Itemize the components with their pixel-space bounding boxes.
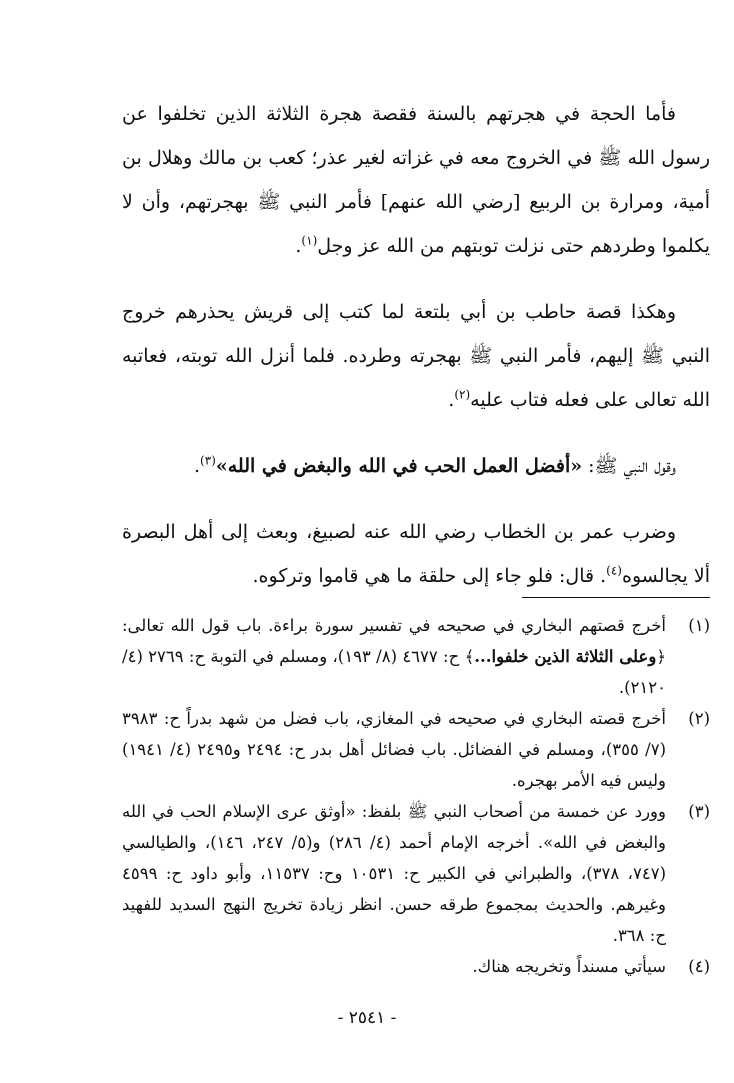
footnote-number: (٣): [688, 802, 710, 821]
footnote-number: (٤): [688, 957, 710, 976]
footnote-text-pre: أخرج قصتهم البخاري في صحيحه في تفسير سورة براءة. باب قول الله تعالى: ﴿: [122, 616, 666, 666]
paragraph-text: وهكذا قصة حاطب بن أبي بلتعة لما كتب إلى قريش يحذرهم خروج النبي ﷺ إليهم، فأمر النبي ﷺ بهجرته وطرده. فلما أنزل الله توبته، فعاتبه الله تعالى على فعله فتاب عليه: [122, 301, 710, 411]
footnote-text: أخرج قصته البخاري في صحيحه في المغازي، باب فضل من شهد بدراً ح: ٣٩٨٣ (٧/ ٣٥٥)، ومسلم في الفضائل. باب فضائل أهل بدر ح: ٢٤٩٤ و٢٤٩٥ (٤/ ١٩٤١) وليس فيه الأمر بهجره.: [122, 709, 666, 790]
footnote-text: وورد عن خمسة من أصحاب النبي ﷺ بلفظ: «أوثق عرى الإسلام الحب في الله والبغض في الله». أخرجه الإمام أحمد (٤/ ٢٨٦) و(٥/ ٢٤٧، ١٤٦)، والطيالسي (٧٤٧، ٣٧٨)، والطبراني في الكبير ح: ١٠٥٣١ وح: ١١٥٣٧، وأبو داود ح: ٤٥٩٩ وغيرهم. والحديث بمجموع طرقه حسن. انظر زيادة تخريج النهج السديد للفهيد ح: ٣٦٨.: [122, 802, 667, 945]
paragraph-end: .: [295, 235, 302, 257]
footnotes: [122, 610, 710, 982]
paragraph-text: فأما الحجة في هجرتهم بالسنة فقصة هجرة الثلاثة الذين تخلفوا عن رسول الله ﷺ في الخروج معه في غزاته لغير عذر؛ كعب بن مالك وهلال بن أمية، ومرارة بن الربيع [رضي الله عنهم] فأمر النبي ﷺ بهجرتهم، وأن لا يكلموا وطردهم حتى نزلت توبتهم من الله عز وجل: [122, 103, 710, 257]
paragraph-hatib: [122, 290, 710, 422]
paragraph-hadith: [122, 444, 710, 488]
paragraph-end: .: [448, 389, 455, 411]
paragraph-umar: [122, 510, 710, 598]
footnote-2: [122, 703, 710, 796]
paragraph-intro: وقول النبي ﷺ:: [582, 455, 676, 477]
paragraph-end: .: [194, 455, 201, 477]
paragraph-text: وضرب عمر بن الخطاب رضي الله عنه لصبيغ، وبعث إلى أهل البصرة ألا يجالسوه: [122, 521, 710, 587]
footnote-ref-2: (٢): [454, 387, 471, 402]
paragraph-hijra: [122, 92, 710, 268]
footnote-ref-1: (١): [301, 233, 318, 248]
main-text: [122, 92, 710, 620]
hadith-quote: «أفضل العمل الحب في الله والبغض في الله»: [215, 455, 583, 477]
footnote-3: [122, 796, 710, 951]
footnote-4: [122, 951, 710, 982]
page-number: - ٢٥٤١ -: [337, 1008, 397, 1028]
footnote-text: سيأتي مسنداً وتخريجه هناك.: [472, 957, 666, 976]
footnote-number: (٢): [688, 709, 710, 728]
footnote-text-post: ﴾ ح: ٤٦٧٧ (٨/ ١٩٣)، ومسلم في التوبة ح: ٢٧٦٩ (٤/ ٢١٢٠).: [122, 647, 666, 697]
footnote-text: [122, 610, 666, 703]
footnote-ref-3: (٣): [200, 453, 216, 468]
footnote-divider: [522, 597, 710, 598]
quran-verse: وعلى الثلاثة الذين خلفوا...: [474, 647, 657, 666]
footnote-number: (١): [688, 616, 710, 635]
footnote-1: [122, 610, 710, 703]
footnote-ref-4: (٤): [606, 563, 622, 578]
paragraph-tail: . قال: فلو جاء إلى حلقة ما هي قاموا وتركوه.: [252, 565, 607, 587]
